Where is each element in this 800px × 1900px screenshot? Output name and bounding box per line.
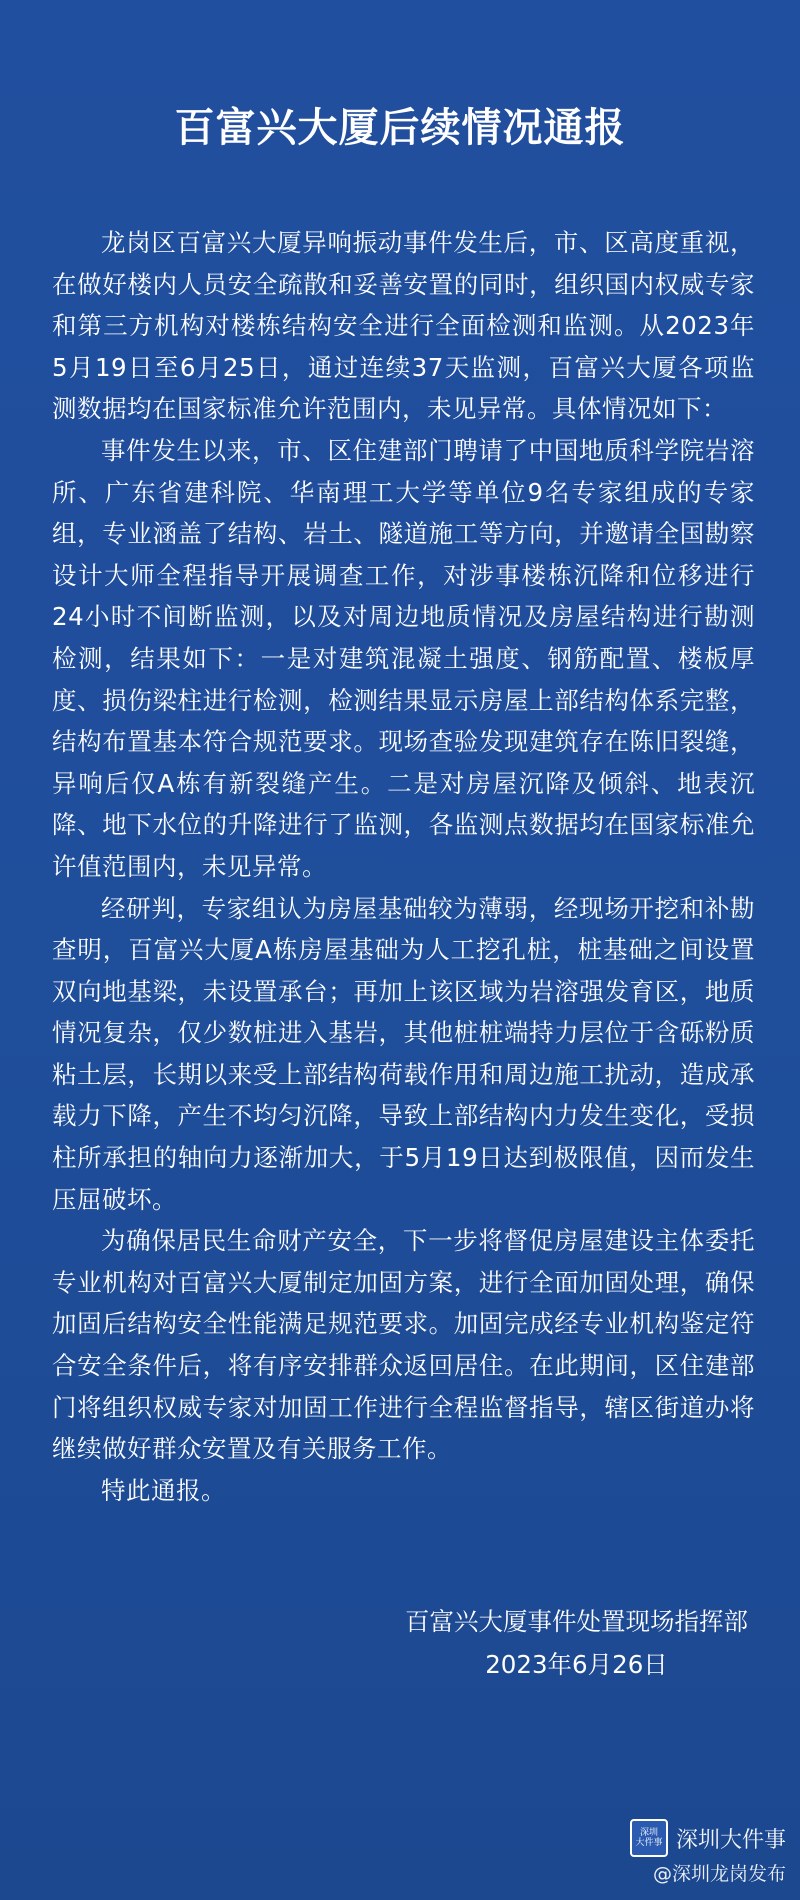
- watermark-name: 深圳大件事: [675, 1827, 786, 1853]
- paragraph-intro: 龙岗区百富兴大厦异响振动事件发生后，市、区高度重视，在做好楼内人员安全疏散和妥善安置的同时，组织国内权威专家和第三方机构对楼栋结构安全进行全面检测和监测。从2023年5月19日至6月25日，通过连续37天监测，百富兴大厦各项监测数据均在国家标准允许范围内，未见异常。具体情况如下：: [52, 228, 755, 424]
- brand-logo-icon: [630, 1819, 668, 1857]
- watermark: [630, 1819, 786, 1886]
- watermark-credit: @深圳龙岗发布: [652, 1863, 786, 1885]
- paragraph-next-steps: 为确保居民生命财产安全，下一步将督促房屋建设主体委托专业机构对百富兴大厦制定加固方案，进行全面加固处理，确保加固后结构安全性能满足规范要求。加固完成经专业机构鉴定符合安全条件后，将有序安排群众返回居住。在此期间，区住建部门将组织权威专家对加固工作进行全程监督指导，辖区街道办将继续做好群众安置及有关服务工作。: [52, 1226, 755, 1464]
- paragraph-closing: 特此通报。: [101, 1475, 226, 1505]
- issuer-name: 百富兴大厦事件处置现场指挥部: [405, 1607, 748, 1636]
- paragraph-analysis: 经研判，专家组认为房屋基础较为薄弱，经现场开挖和补勘查明，百富兴大厦A栋房屋基础为人工挖孔桩，桩基础之间设置双向地基梁，未设置承台；再加上该区域为岩溶强发育区，地质情况复杂，仅少数桩进入基岩，其他桩桩端持力层位于含砾粉质粘土层，长期以来受上部结构荷载作用和周边施工扰动，造成承载力下降，产生不均匀沉降，导致上部结构内力发生变化，受损柱所承担的轴向力逐渐加大，于5月19日达到极限值，因而发生压屈破坏。: [52, 893, 755, 1214]
- issue-date: 2023年6月26日: [485, 1650, 668, 1679]
- logo-text-line2: 大件事: [635, 1838, 663, 1848]
- notice-body: [52, 222, 755, 1511]
- signature-block: [405, 1600, 748, 1686]
- logo-text-line1: 深圳: [639, 1828, 658, 1838]
- notice-title: 百富兴大厦后续情况通报: [174, 105, 626, 151]
- paragraph-investigation: 事件发生以来，市、区住建部门聘请了中国地质科学院岩溶所、广东省建科院、华南理工大学等单位9名专家组成的专家组，专业涵盖了结构、岩土、隧道施工等方向，并邀请全国勘察设计大师全程指导开展调查工作，对涉事楼栋沉降和位移进行24小时不间断监测，以及对周边地质情况及房屋结构进行勘测检测，结果如下：一是对建筑混凝土强度、钢筋配置、楼板厚度、损伤梁柱进行检测，检测结果显示房屋上部结构体系完整，结构布置基本符合规范要求。现场查验发现建筑存在陈旧裂缝，异响后仅A栋有新裂缝产生。二是对房屋沉降及倾斜、地表沉降、地下水位的升降进行了监测，各监测点数据均在国家标准允许值范围内，未见异常。: [52, 435, 755, 881]
- watermark-brand: [630, 1819, 786, 1857]
